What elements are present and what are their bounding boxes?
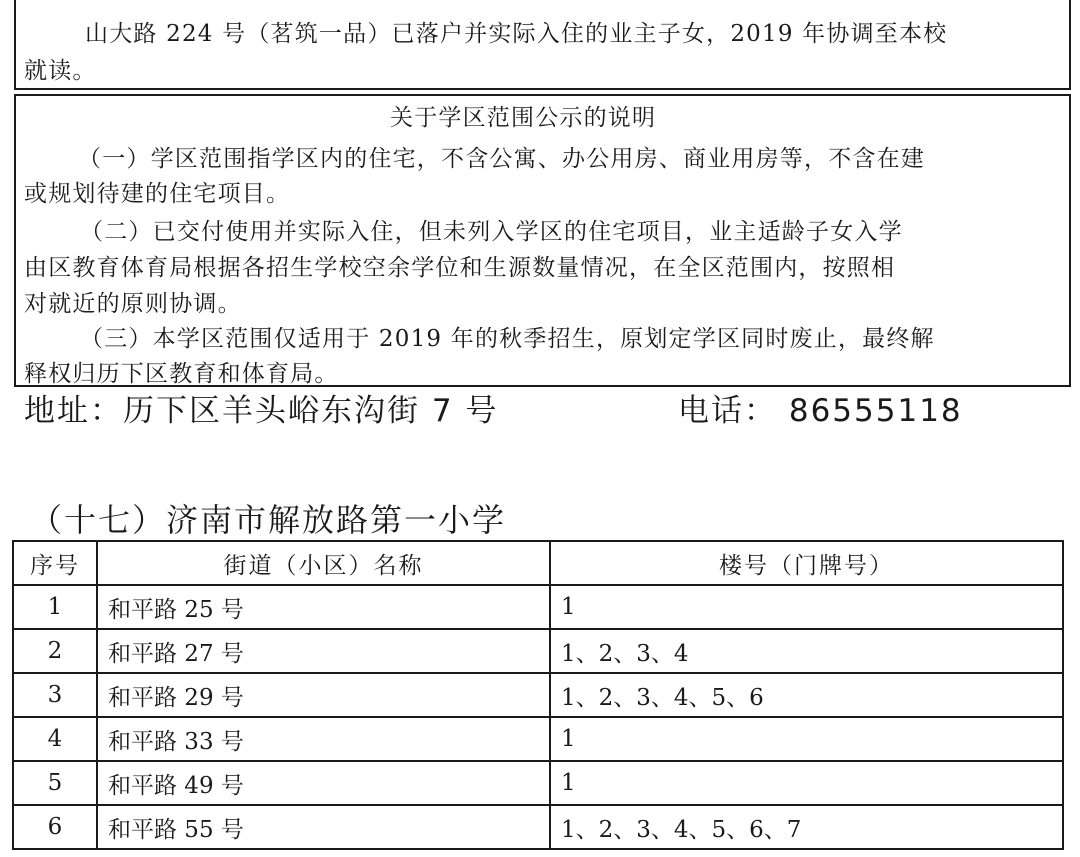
notice-line: （三）本学区范围仅适用于 2019 年的秋季招生，原划定学区同时废止，最终解 bbox=[80, 326, 935, 352]
table-row bbox=[13, 673, 1063, 717]
table-row bbox=[13, 629, 1063, 673]
cell-street: 和平路 25 号 bbox=[97, 585, 550, 629]
cell-serial: 4 bbox=[13, 717, 97, 761]
section-title: （十七）济南市解放路第一小学 bbox=[30, 501, 507, 539]
header-serial: 序号 bbox=[13, 541, 97, 585]
cell-serial: 2 bbox=[13, 629, 97, 673]
notice-line: 或规划待建的住宅项目。 bbox=[24, 181, 291, 207]
cell-street: 和平路 29 号 bbox=[97, 673, 550, 717]
notice-line: 由区教育体育局根据各招生学校空余学位和生源数量情况，在全区范围内，按照相 bbox=[24, 255, 896, 281]
school-address: 地址：历下区羊头峪东沟街 7 号 bbox=[24, 393, 499, 429]
notice-line: （二）已交付使用并实际入住，但未列入学区的住宅项目，业主适龄子女入学 bbox=[80, 219, 903, 245]
cell-buildings: 1 bbox=[550, 585, 1063, 629]
cell-serial: 3 bbox=[13, 673, 97, 717]
cell-serial: 5 bbox=[13, 761, 97, 805]
school-phone: 电话： 86555118 bbox=[678, 393, 963, 429]
notice-title: 关于学区范围公示的说明 bbox=[390, 105, 657, 131]
cell-serial: 6 bbox=[13, 805, 97, 849]
notice-line: 对就近的原则协调。 bbox=[24, 291, 242, 317]
table-row bbox=[13, 761, 1063, 805]
school-district-table bbox=[12, 540, 1064, 850]
previous-entry-line-1: 山大路 224 号（茗筑一品）已落户并实际入住的业主子女，2019 年协调至本校 bbox=[85, 21, 948, 47]
previous-entry-line-2: 就读。 bbox=[24, 58, 97, 84]
table-row bbox=[13, 805, 1063, 849]
cell-buildings: 1 bbox=[550, 717, 1063, 761]
cell-street: 和平路 33 号 bbox=[97, 717, 550, 761]
cell-serial: 1 bbox=[13, 585, 97, 629]
notice-line: 释权归历下区教育和体育局。 bbox=[24, 361, 339, 387]
cell-buildings: 1、2、3、4、5、6 bbox=[550, 673, 1063, 717]
cell-street: 和平路 49 号 bbox=[97, 761, 550, 805]
cell-street: 和平路 55 号 bbox=[97, 805, 550, 849]
header-building: 楼号（门牌号） bbox=[550, 541, 1063, 585]
table-row bbox=[13, 717, 1063, 761]
cell-buildings: 1 bbox=[550, 761, 1063, 805]
cell-street: 和平路 27 号 bbox=[97, 629, 550, 673]
header-street: 街道（小区）名称 bbox=[97, 541, 550, 585]
table-row bbox=[13, 585, 1063, 629]
notice-line: （一）学区范围指学区内的住宅，不含公寓、办公用房、商业用房等，不含在建 bbox=[78, 146, 925, 172]
table-header-row bbox=[13, 541, 1063, 585]
cell-buildings: 1、2、3、4、5、6、7 bbox=[550, 805, 1063, 849]
cell-buildings: 1、2、3、4 bbox=[550, 629, 1063, 673]
